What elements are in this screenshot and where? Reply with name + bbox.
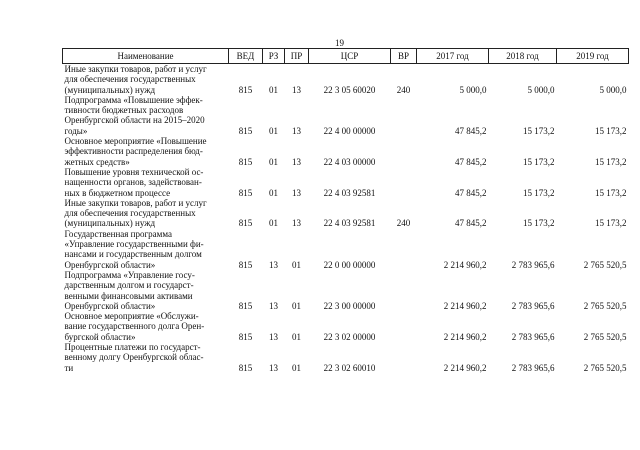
column-header: РЗ bbox=[263, 49, 285, 64]
cell-y2017: 47 845,2 bbox=[455, 187, 487, 198]
cell-csr: 22 0 00 00000 bbox=[323, 259, 376, 270]
row-name-line: (муниципальных) нужд bbox=[64, 218, 156, 229]
cell-y2018: 2 783 965,6 bbox=[511, 259, 555, 270]
cell-vr: 240 bbox=[396, 84, 411, 95]
cell-y2019: 5 000,0 bbox=[599, 84, 627, 95]
cell-vr bbox=[391, 311, 417, 342]
row-name-line: «Управление государственными фи- bbox=[64, 239, 204, 250]
cell-csr: 22 4 00 00000 bbox=[323, 125, 376, 136]
cell-ved: 815 bbox=[238, 331, 253, 342]
row-name-cell bbox=[63, 64, 229, 95]
cell-ved: 815 bbox=[238, 300, 253, 311]
cell-y2018: 2 783 965,6 bbox=[511, 362, 555, 373]
cell-ved: 815 bbox=[238, 218, 253, 229]
cell-csr: 22 3 02 00000 bbox=[323, 331, 376, 342]
row-name-line: ти bbox=[64, 362, 74, 373]
cell-ved: 815 bbox=[238, 125, 253, 136]
row-name-cell bbox=[63, 198, 229, 229]
column-header: ЦСР bbox=[309, 49, 391, 64]
table-row bbox=[63, 95, 629, 136]
cell-y2017: 5 000,0 bbox=[459, 84, 487, 95]
row-name-line: тивности бюджетных расходов bbox=[64, 105, 184, 116]
cell-ved: 815 bbox=[238, 259, 253, 270]
cell-csr: 22 4 03 00000 bbox=[323, 156, 376, 167]
row-name-line: годы» bbox=[64, 125, 88, 136]
cell-vr bbox=[391, 95, 417, 136]
cell-ved: 815 bbox=[238, 187, 253, 198]
row-name-cell bbox=[63, 270, 229, 311]
cell-pr: 13 bbox=[292, 187, 301, 198]
row-name-line: жетных средств» bbox=[64, 156, 130, 167]
cell-y2017: 2 214 960,2 bbox=[443, 259, 487, 270]
row-name-line: Оренбургской области» bbox=[64, 300, 156, 311]
row-name-line: Иные закупки товаров, работ и услуг bbox=[64, 64, 207, 74]
row-name-line: дарственным долгом и государст- bbox=[64, 280, 194, 291]
table-row bbox=[63, 311, 629, 342]
row-name-line: Подпрограмма «Повышение эффек- bbox=[64, 94, 203, 105]
cell-csr: 22 3 05 60020 bbox=[323, 84, 376, 95]
cell-vr bbox=[391, 167, 417, 198]
cell-y2017: 47 845,2 bbox=[455, 125, 487, 136]
cell-vr bbox=[391, 342, 417, 373]
cell-y2018: 15 173,2 bbox=[523, 218, 555, 229]
cell-y2019: 15 173,2 bbox=[595, 125, 627, 136]
cell-pr: 13 bbox=[292, 156, 301, 167]
row-name-line: ных в бюджетном процессе bbox=[64, 187, 171, 198]
cell-pr: 13 bbox=[292, 84, 301, 95]
column-header: 2019 год bbox=[557, 49, 629, 64]
column-header: 2018 год bbox=[489, 49, 557, 64]
cell-pr: 13 bbox=[292, 125, 301, 136]
row-name-line: Основное мероприятие «Обслужи- bbox=[64, 311, 199, 322]
cell-y2017: 47 845,2 bbox=[455, 156, 487, 167]
cell-csr: 22 3 02 60010 bbox=[323, 362, 376, 373]
column-header: ПР bbox=[285, 49, 309, 64]
row-name-cell bbox=[63, 167, 229, 198]
cell-y2018: 5 000,0 bbox=[527, 84, 555, 95]
cell-y2019: 15 173,2 bbox=[595, 156, 627, 167]
row-name-line: Оренбургской области» bbox=[64, 259, 156, 270]
row-name-cell bbox=[63, 229, 229, 270]
row-name-line: Процентные платежи по государст- bbox=[64, 342, 201, 353]
cell-y2017: 2 214 960,2 bbox=[443, 362, 487, 373]
column-header: ВР bbox=[391, 49, 417, 64]
cell-csr: 22 4 03 92581 bbox=[323, 187, 376, 198]
row-name-line: Подпрограмма «Управление госу- bbox=[64, 269, 195, 280]
row-name-line: эффективности распределения бюд- bbox=[64, 146, 203, 157]
cell-rz: 13 bbox=[269, 300, 278, 311]
row-name-line: Государственная программа bbox=[64, 228, 172, 239]
cell-y2019: 2 765 520,5 bbox=[583, 362, 627, 373]
cell-ved: 815 bbox=[238, 362, 253, 373]
table-header-row bbox=[63, 49, 629, 64]
cell-rz: 01 bbox=[269, 84, 278, 95]
cell-y2018: 2 783 965,6 bbox=[511, 331, 555, 342]
cell-rz: 01 bbox=[269, 187, 278, 198]
cell-pr: 13 bbox=[292, 218, 301, 229]
row-name-cell bbox=[63, 136, 229, 167]
column-header: Наименование bbox=[63, 49, 229, 64]
row-name-line: для обеспечения государственных bbox=[64, 208, 196, 219]
cell-y2019: 2 765 520,5 bbox=[583, 300, 627, 311]
cell-y2017: 2 214 960,2 bbox=[443, 300, 487, 311]
table-row bbox=[63, 270, 629, 311]
row-name-cell bbox=[63, 95, 229, 136]
cell-y2019: 2 765 520,5 bbox=[583, 259, 627, 270]
row-name-line: нащенности органов, задействован- bbox=[64, 177, 202, 188]
cell-pr: 01 bbox=[292, 362, 301, 373]
cell-y2018: 15 173,2 bbox=[523, 156, 555, 167]
row-name-cell bbox=[63, 342, 229, 373]
cell-rz: 01 bbox=[269, 156, 278, 167]
row-name-line: венными финансовыми активами bbox=[64, 290, 193, 301]
table-row bbox=[63, 64, 629, 95]
row-name-line: Основное мероприятие «Повышение bbox=[64, 136, 207, 147]
cell-vr bbox=[391, 270, 417, 311]
row-name-line: Оренбургской области на 2015–2020 bbox=[64, 115, 205, 126]
cell-y2017: 47 845,2 bbox=[455, 218, 487, 229]
cell-rz: 13 bbox=[269, 331, 278, 342]
table-row bbox=[63, 167, 629, 198]
cell-rz: 13 bbox=[269, 362, 278, 373]
cell-rz: 01 bbox=[269, 125, 278, 136]
budget-table bbox=[62, 48, 629, 373]
cell-ved: 815 bbox=[238, 84, 253, 95]
cell-pr: 01 bbox=[292, 331, 301, 342]
cell-y2018: 15 173,2 bbox=[523, 187, 555, 198]
table-row bbox=[63, 136, 629, 167]
table-row bbox=[63, 342, 629, 373]
row-name-cell bbox=[63, 311, 229, 342]
cell-rz: 01 bbox=[269, 218, 278, 229]
cell-y2018: 2 783 965,6 bbox=[511, 300, 555, 311]
cell-y2018: 15 173,2 bbox=[523, 125, 555, 136]
cell-csr: 22 3 00 00000 bbox=[323, 300, 376, 311]
row-name-line: для обеспечения государственных bbox=[64, 74, 196, 85]
cell-vr bbox=[391, 229, 417, 270]
row-name-line: вание государственного долга Орен- bbox=[64, 321, 205, 332]
cell-y2019: 2 765 520,5 bbox=[583, 331, 627, 342]
table-row bbox=[63, 229, 629, 270]
cell-pr: 01 bbox=[292, 300, 301, 311]
cell-rz: 13 bbox=[269, 259, 278, 270]
cell-pr: 01 bbox=[292, 259, 301, 270]
cell-ved: 815 bbox=[238, 156, 253, 167]
column-header: 2017 год bbox=[417, 49, 489, 64]
cell-y2017: 2 214 960,2 bbox=[443, 331, 487, 342]
row-name-line: нансами и государственным долгом bbox=[64, 249, 202, 260]
row-name-line: (муниципальных) нужд bbox=[64, 84, 156, 95]
cell-y2019: 15 173,2 bbox=[595, 187, 627, 198]
column-header: ВЕД bbox=[229, 49, 263, 64]
table-row bbox=[63, 198, 629, 229]
cell-csr: 22 4 03 92581 bbox=[323, 218, 376, 229]
row-name-line: бургской области» bbox=[64, 331, 136, 342]
row-name-line: Иные закупки товаров, работ и услуг bbox=[64, 197, 207, 208]
cell-vr bbox=[391, 136, 417, 167]
row-name-line: Повышение уровня технической ос- bbox=[64, 166, 204, 177]
cell-y2019: 15 173,2 bbox=[595, 218, 627, 229]
page-number: 19 bbox=[335, 38, 344, 48]
cell-vr: 240 bbox=[396, 218, 411, 229]
row-name-line: венному долгу Оренбургской облас- bbox=[64, 352, 204, 363]
